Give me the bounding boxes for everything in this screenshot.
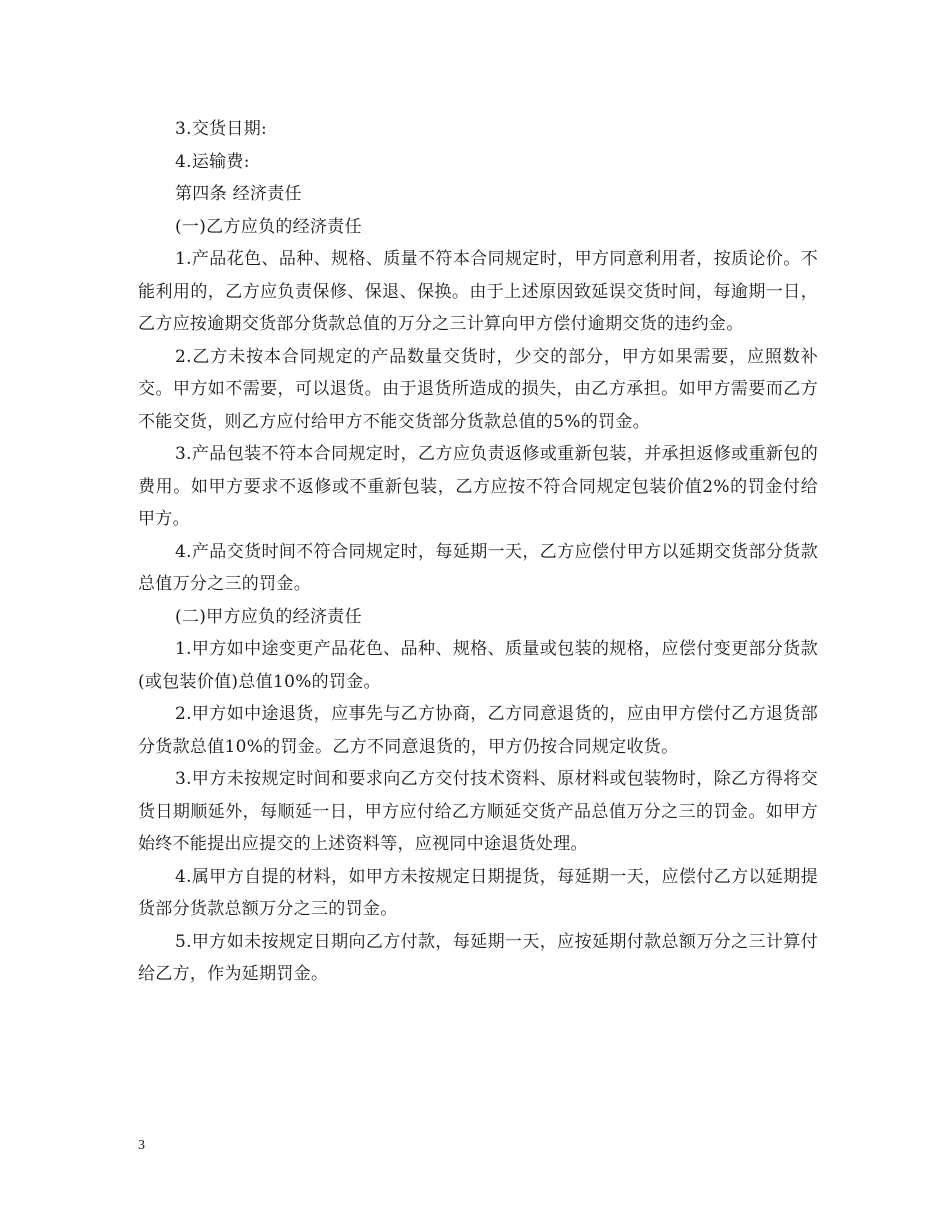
paragraph-freight: 4.运输费: bbox=[175, 151, 250, 172]
paragraph-a-4: 4.属甲方自提的材料，如甲方未按规定日期提货，每延期一天，应偿付乙方以延期提货部分货款总额万分之三的罚金。 bbox=[138, 866, 818, 919]
paragraph-b-1: 1.产品花色、品种、规格、质量不符本合同规定时，甲方同意利用者，按质论价。不能利用的，乙方应负责保修、保退、保换。由于上述原因致延误交货时间，每逾期一日，乙方应按逾期交货部分货款总值的万分之三计算向甲方偿付逾期交货的违约金。 bbox=[138, 249, 818, 334]
paragraph-a-2: 2.甲方如中途退货，应事先与乙方协商，乙方同意退货的，应由甲方偿付乙方退货部分货款总值10%的罚金。乙方不同意退货的，甲方仍按合同规定收货。 bbox=[138, 704, 818, 757]
paragraph-a-1: 1.甲方如中途变更产品花色、品种、规格、质量或包装的规格，应偿付变更部分货款(或包装价值)总值10%的罚金。 bbox=[138, 639, 818, 692]
paragraph-b-2: 2.乙方未按本合同规定的产品数量交货时，少交的部分，甲方如果需要，应照数补交。甲方如不需要，可以退货。由于退货所造成的损失，由乙方承担。如甲方需要而乙方不能交货，则乙方应付给甲方不能交货部分货款总值的5%的罚金。 bbox=[138, 346, 818, 432]
section-heading-party-a: (二)甲方应负的经济责任 bbox=[175, 606, 362, 627]
paragraph-delivery-date: 3.交货日期: bbox=[175, 119, 268, 139]
document-body bbox=[138, 113, 818, 991]
paragraph-b-4: 4.产品交货时间不符合同规定时，每延期一天，乙方应偿付甲方以延期交货部分货款总值万分之三的罚金。 bbox=[138, 541, 818, 594]
paragraph-b-3: 3.产品包装不符本合同规定时，乙方应负责返修或重新包装，并承担返修或重新包的费用。如甲方要求不返修或不重新包装，乙方应按不符合同规定包装价值2%的罚金付给甲方。 bbox=[138, 444, 818, 529]
paragraph-a-3: 3.甲方未按规定时间和要求向乙方交付技术资料、原材料或包装物时，除乙方得将交货日期顺延外，每顺延一日，甲方应付给乙方顺延交货产品总值万分之三的罚金。如甲方始终不能提出应提交的上述资料等，应视同中途退货处理。 bbox=[138, 769, 818, 854]
article-heading: 第四条 经济责任 bbox=[175, 184, 302, 204]
paragraph-a-5: 5.甲方如未按规定日期向乙方付款，每延期一天，应按延期付款总额万分之三计算付给乙方，作为延期罚金。 bbox=[138, 931, 818, 984]
page-number: 3 bbox=[138, 1138, 145, 1153]
section-heading-party-b: (一)乙方应负的经济责任 bbox=[175, 216, 362, 237]
